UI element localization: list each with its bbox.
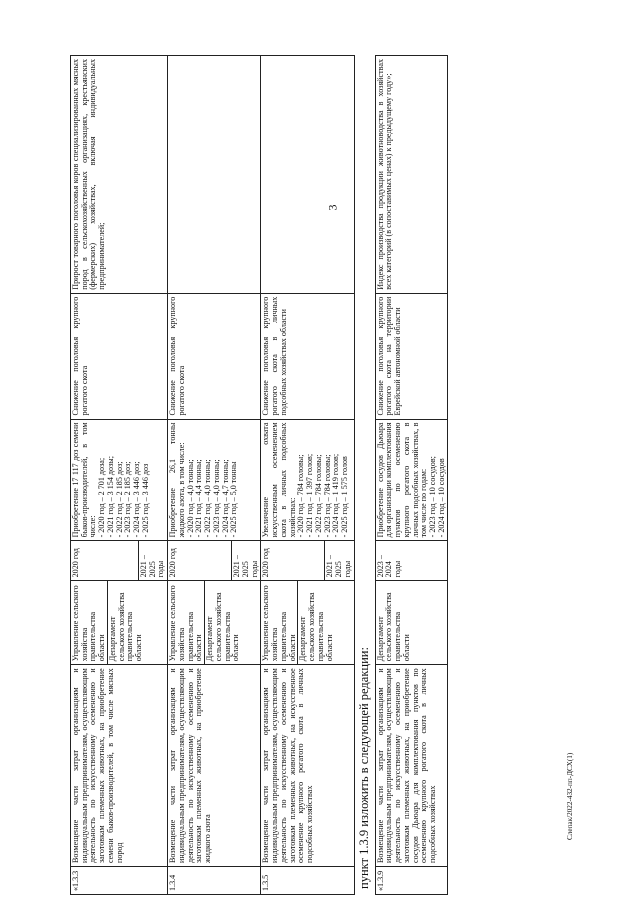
list-item: - 2020 год – 784 головы; <box>296 454 306 538</box>
period-cell <box>71 541 168 581</box>
list-item: - 2025 год – 1 575 голов <box>340 456 350 538</box>
executor-cell <box>168 581 261 665</box>
list-item: - 2022 год – 4,0 тонны; <box>203 459 213 538</box>
list-item: - 2025 год – 3 446 доз <box>140 463 150 538</box>
measure-cell: Возмещение части затрат организациям и индивидуальным предпринимателям, осуществляющим деятельность по искусственному осеменению и заготовкам племенных животных, на приобретение сосудов Дьюара для комплектования пунктов по осеменению крупного рогатого скота в личных подсобных хозяйствах <box>375 665 448 867</box>
document-footer: Слепак/2022-432-пп-ДСХ(1) <box>566 752 574 840</box>
list-item: - 2022 год – 2 185 доз; <box>114 461 124 538</box>
measures-table-bottom <box>375 55 449 895</box>
indicator-cell: Прирост товарного поголовья коров специализированных мясных пород в сельскохозяйственных организациях, крестьянских (фермерских) хозяйствах, включая индивидуальных предпринимателей; <box>71 56 168 294</box>
indicator-cell: Индекс производства продукции животноводства в хозяйствах всех категорий (в сопоставимых ценах) к предыдущему году»; <box>375 56 448 294</box>
list-item: - 2025 год – 5,0 тонны <box>229 461 239 538</box>
table-row <box>375 56 448 895</box>
period-1: 2020 год <box>71 548 80 578</box>
result-cell <box>375 419 448 541</box>
measure-cell: Возмещение части затрат организациям и индивидуальным предпринимателям, осуществляющим деятельность по искусственному осеменению и заготовкам племенных животных, на приобретение семени быков-производителей, в том числе мясных пород <box>71 665 168 867</box>
list-item: - 2024 год – 4,7 тонны; <box>220 459 230 538</box>
period-1: 2020 год <box>168 548 178 578</box>
problem-cell: Снижение поголовья крупного рогатого скота <box>168 293 261 419</box>
executor-cell: Департамент сельского хозяйства правительства области <box>375 581 448 665</box>
list-item: - 2023 год – 784 головы; <box>322 454 332 538</box>
row-number: «1.3.9 <box>375 867 448 895</box>
indicator-cell <box>261 56 354 294</box>
table-row <box>71 56 168 895</box>
problem-cell: Снижение поголовья крупного рогатого скота в личных подсобных хозяйствах области <box>261 293 354 419</box>
executor-cell <box>71 581 168 665</box>
list-item: - 2020 год – 4,0 тонны; <box>185 459 195 538</box>
result-cell <box>168 419 261 541</box>
list-item: - 2023 год – 4,0 тонны; <box>211 459 221 538</box>
rotated-page-content <box>70 35 590 895</box>
period-2: 2021 – 2025 годы <box>324 541 352 580</box>
measure-cell: Возмещение части затрат организациям и индивидуальным предпринимателям, осуществляющим деятельность по искусственному осеменению и заготовкам племенных животных, на искусственное осеменение крупного рогатого скота в личных подсобных хозяйствах <box>261 665 354 867</box>
problem-cell: Снижение поголовья крупного рогатого скота на территории Еврейской автономной области <box>375 293 448 419</box>
table-row <box>261 56 354 895</box>
measure-cell: Возмещение части затрат организациям и индивидуальным предпринимателям, осуществляющим деятельность по искусственному осеменению и заготовкам племенных животных, на приобретение жидкого азота <box>168 665 261 867</box>
list-item: - 2023 год – 2 185 доз; <box>123 461 133 538</box>
result-title: Приобретение 26,1 тонны жидкого азота, в том числе: <box>168 422 186 538</box>
period-cell: 2023 – 2024 годы <box>375 541 448 581</box>
executor-1: Управление сельского хозяйства правительства области <box>168 585 204 662</box>
result-cell <box>71 419 168 541</box>
result-title: Приобретение 17 117 доз семени быков-производителей, в том числе: <box>71 422 98 538</box>
executor-2: Департамент сельского хозяйства правительства области <box>297 581 334 664</box>
list-item: - 2021 год – 3 154 дозы; <box>105 456 115 538</box>
row-number: 1.3.4 <box>168 867 261 895</box>
result-title: Увеличение охвата искусственным осеменением скота в личных подсобных хозяйствах: <box>261 422 297 538</box>
period-1: 2020 год <box>261 548 271 578</box>
period-2: 2021 – 2025 годы <box>138 541 166 580</box>
list-item: - 2021 год – 1 397 голов; <box>305 453 315 538</box>
result-title: Приобретение сосудов Дьюара для организации комплектования пунктов по осеменению крупного рогатого скота в личных подсобных хозяйствах, в том числе по годам: <box>375 422 429 538</box>
section-heading: пункт 1.3.9 изложить в следующей редакции: <box>356 647 371 889</box>
period-2: 2021 – 2025 годы <box>231 541 259 580</box>
period-cell <box>261 541 354 581</box>
list-item: - 2024 год – 1 419 голов; <box>331 453 341 538</box>
indicator-cell <box>168 56 261 294</box>
executor-1: Управление сельского хозяйства правительства области <box>261 585 297 662</box>
table-row <box>168 56 261 895</box>
executor-2: Департамент сельского хозяйства правительства области <box>107 581 144 664</box>
page-number: 3 <box>325 204 340 211</box>
list-item: - 2022 год – 784 головы; <box>313 454 323 538</box>
executor-1: Управление сельского хозяйства правительства области <box>71 585 107 662</box>
measures-table-top <box>70 55 355 895</box>
list-item: - 2023 год – 10 сосудов; <box>428 456 438 538</box>
row-number: «1.3.3 <box>71 867 168 895</box>
list-item: - 2021 год – 4,4 тонны; <box>194 459 204 538</box>
row-number: 1.3.5 <box>261 867 354 895</box>
list-item: - 2020 год – 2 701 доза; <box>97 457 107 538</box>
problem-cell: Снижение поголовья крупного рогатого скота <box>71 293 168 419</box>
list-item: - 2024 год – 10 сосудов <box>436 458 446 538</box>
list-item: - 2024 год – 3 446 доз; <box>132 461 142 538</box>
period-cell <box>168 541 261 581</box>
executor-cell <box>261 581 354 665</box>
result-cell <box>261 419 354 541</box>
executor-2: Департамент сельского хозяйства правительства области <box>204 581 241 664</box>
